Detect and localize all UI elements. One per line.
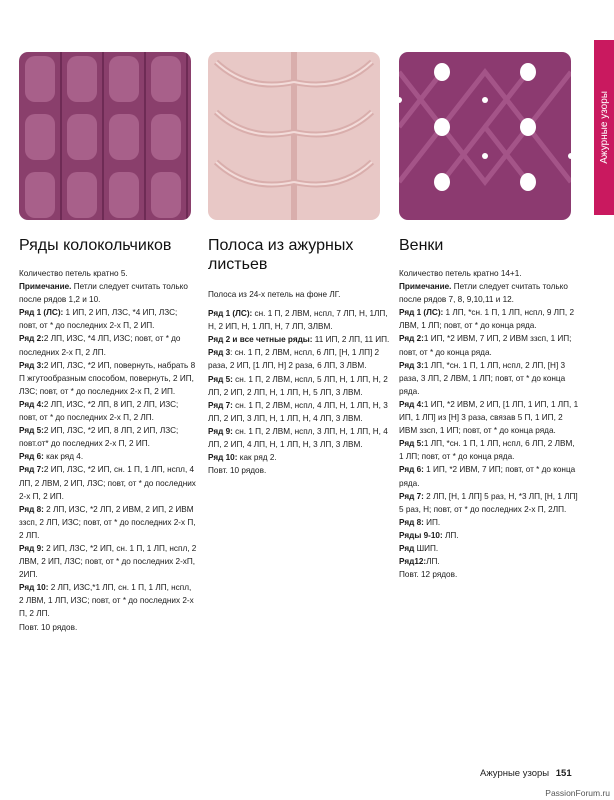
pattern-paragraph: Ряд 2:2 ЛП, ИЗС, *4 ЛП, ИЗС; повт, от * до последних 2-х П, 2 ЛП. xyxy=(19,334,181,357)
pattern-paragraph: Ряд 5:1 ЛП, *сн. 1 П, 1 ЛП, нспл, 6 ЛП, 2 ЛВМ, 1 ЛП; повт, от * до конца ряда. xyxy=(399,439,575,462)
pattern-paragraph: Примечание. Петли следует считать только после рядов 7, 8, 9,10,11 и 12. xyxy=(399,282,568,305)
pattern-paragraph: Ряд 3: сн. 1 П, 2 ЛВМ, нспл, 6 ЛП, [Н, 1 ЛП] 2 раза, 2 ИП, [1 ЛП, Н] 2 раза, 6 ЛП, 3 ЛВМ. xyxy=(208,348,380,371)
pattern-paragraph: Ряд 4:1 ИП, *2 ИВМ, 2 ИП, [1 ЛП, 1 ИП, 1 ЛП, 1 ИП, 1 ЛП] из [Н] 3 раза, связав 5 П, 1 ИП, 2 ИВМ ззсп, 1 ИП; повт, от * до конца ряда. xyxy=(399,399,579,436)
pattern-paragraph: Количество петель кратно 14+1. xyxy=(399,269,522,278)
pattern-paragraph: Ряд ШИП. xyxy=(399,543,439,553)
pattern-repeat: Повт. 12 рядов. xyxy=(399,570,458,580)
watermark: PassionForum.ru xyxy=(545,788,610,798)
pattern-paragraph: Ряд 9: сн. 1 П, 2 ЛВМ, нспл, 3 ЛП, Н, 1 ЛП, Н, 4 ЛП, 2 ИП, 4 ЛП, Н, 1 ЛП, Н, 3 ЛП, 3 ЛВМ. xyxy=(208,426,388,450)
leaves-swatch-image xyxy=(208,52,380,220)
pattern-paragraph: Ряд 2:1 ИП, *2 ИВМ, 7 ИП, 2 ИВМ ззсп, 1 ИП; повт, от * до конца ряда. xyxy=(399,334,572,357)
pattern-paragraph: Ряд 10: как ряд 2. xyxy=(208,453,277,463)
section-side-tab-label: Ажурные узоры xyxy=(598,91,610,164)
pattern-paragraph: Ряд 1 (ЛС): 1 ЛП, *сн. 1 П, 1 ЛП, нспл, 9 ЛП, 2 ЛВМ, 1 ЛП; повт, от * до конца ряда. xyxy=(399,308,575,331)
pattern-paragraph: Ряд12:ЛП. xyxy=(399,557,440,567)
footer-section-title: Ажурные узоры xyxy=(480,768,550,779)
wreaths-swatch-image xyxy=(399,52,571,220)
pattern-paragraph: Ряд 8: ИП. xyxy=(399,517,441,527)
page-number: 151 xyxy=(555,768,572,779)
knitting-swatch-bells xyxy=(19,52,191,220)
pattern-paragraph: Количество петель кратно 5. xyxy=(19,269,128,278)
pattern-paragraph: Ряд 6: 1 ИП, *2 ИВМ, 7 ИП; повт, от * до конца ряда. xyxy=(399,465,576,488)
pattern-paragraph: Ряд 9: 2 ИП, ЛЗС, *2 ИП, сн. 1 П, 1 ЛП, нспл, 2 ЛВМ, 2 ИП, ЛЗС; повт, от * до последних 2-хП, 2ИП. xyxy=(19,543,197,580)
pattern-paragraph: Ряд 5:2 ИП, ЛЗС, *2 ИП, 8 ЛП, 2 ИП, ЛЗС; повт.от* до последних 2-х П, 2 ИП. xyxy=(19,426,179,449)
pattern-repeat: Повт. 10 рядов. xyxy=(208,466,267,476)
pattern-paragraph: Полоса из 24-х петель на фоне ЛГ. xyxy=(208,290,341,299)
pattern-paragraph: Ряд 5: сн. 1 П, 2 ЛВМ, нспл, 5 ЛП, Н, 1 ЛП, Н, 2 ЛП, 2 ИП, 2 ЛП, Н, 1 ЛП, Н, 5 ЛП, 3 ЛВМ. xyxy=(208,374,388,397)
pattern-paragraph: Ряд 3:2 ИП, ЛЗС, *2 ИП, повернуть, набрать 8 П жгутообразным способом, повернуть, 2 ИП, ЛЗС; повт, от * до последних 2-х П, 2 ИП. xyxy=(19,360,196,396)
pattern-paragraph: Ряды 9-10: ЛП. xyxy=(399,530,459,540)
pattern-paragraph: Примечание. Петли следует считать только после рядов 1,2 и 10. xyxy=(19,282,188,305)
pattern-column-wreaths xyxy=(399,236,581,581)
pattern-title: Ряды колокольчиков xyxy=(19,237,172,254)
pattern-paragraph: Ряд 10: 2 ЛП, ИЗС,*1 ЛП, сн. 1 П, 1 ЛП, нспл, 2 ЛВМ, 1 ЛП, ИЗС; повт, от * до последних 2-х П, 2 ЛП. xyxy=(19,583,194,619)
pattern-column-leaves xyxy=(208,236,393,477)
pattern-title: Полоса из ажурных листьев xyxy=(208,237,354,273)
section-side-tab xyxy=(594,40,614,215)
page-footer xyxy=(480,768,572,779)
pattern-paragraph: Ряд 8: 2 ЛП, ИЗС, *2 ЛП, 2 ИВМ, 2 ИП, 2 ИВМ ззсп, 2 ЛП, ИЗС; повт, от * до последних 2-х П, 2 ЛП. xyxy=(19,504,196,540)
pattern-column-bells xyxy=(19,236,197,634)
pattern-paragraph: Ряд 7: 2 ЛП, [Н, 1 ЛП] 5 раз, Н, *3 ЛП, [Н, 1 ЛП] 5 раз, Н; повт, от * до последних 2-х П, 2ЛП. xyxy=(399,491,578,514)
pattern-paragraph: Ряд 4:2 ЛП, ИЗС, *2 ЛП, 8 ИП, 2 ЛП, ИЗС; повт, от * до последних 2-х П, 2 ЛП. xyxy=(19,399,179,423)
pattern-repeat: Повт. 10 рядов. xyxy=(19,622,78,632)
pattern-paragraph: Ряд 1 (ЛС): 1 ИП, 2 ИП, ЛЗС, *4 ИП, ЛЗС; повт, от * до последних 2-х П, 2 ИП. xyxy=(19,308,178,331)
bells-swatch-image xyxy=(19,52,191,220)
pattern-paragraph: Ряд 2 и все четные ряды: 11 ИП, 2 ЛП, 11 ИП. xyxy=(208,335,390,345)
pattern-paragraph: Ряд 7:2 ИП, ЛЗС, *2 ИП, сн. 1 П, 1 ЛП, нспл, 4 ЛП, 2 ЛВМ, 2 ИП, ЛЗС; повт, от * до последних 2-х П, 2 ИП. xyxy=(19,465,196,501)
pattern-paragraph: Ряд 7: сн. 1 П, 2 ЛВМ, нспл, 4 ЛП, Н, 1 ЛП, Н, 3 ЛП, 2 ИП, 3 ЛП, Н, 1 ЛП, Н, 4 ЛП, 3 ЛВМ. xyxy=(208,400,388,423)
knitting-swatch-wreaths xyxy=(399,52,571,220)
pattern-paragraph: Ряд 6: как ряд 4. xyxy=(19,452,84,462)
pattern-title: Венки xyxy=(399,237,444,254)
pattern-paragraph: Ряд 1 (ЛС): сн. 1 П, 2 ЛВМ, нспл, 7 ЛП, Н, 1ЛП, Н, 2 ИП, Н, 1 ЛП, Н, 7 ЛП, ЗЛВМ. xyxy=(208,309,388,332)
knitting-swatch-leaves xyxy=(208,52,380,220)
pattern-paragraph: Ряд 3:1 ЛП, *сн. 1 П, 1 ЛП, нспл, 2 ЛП, [Н] 3 раза, 3 ЛП, 2 ЛВМ, 1 ЛП; повт, от * до конца ряда. xyxy=(399,360,566,396)
